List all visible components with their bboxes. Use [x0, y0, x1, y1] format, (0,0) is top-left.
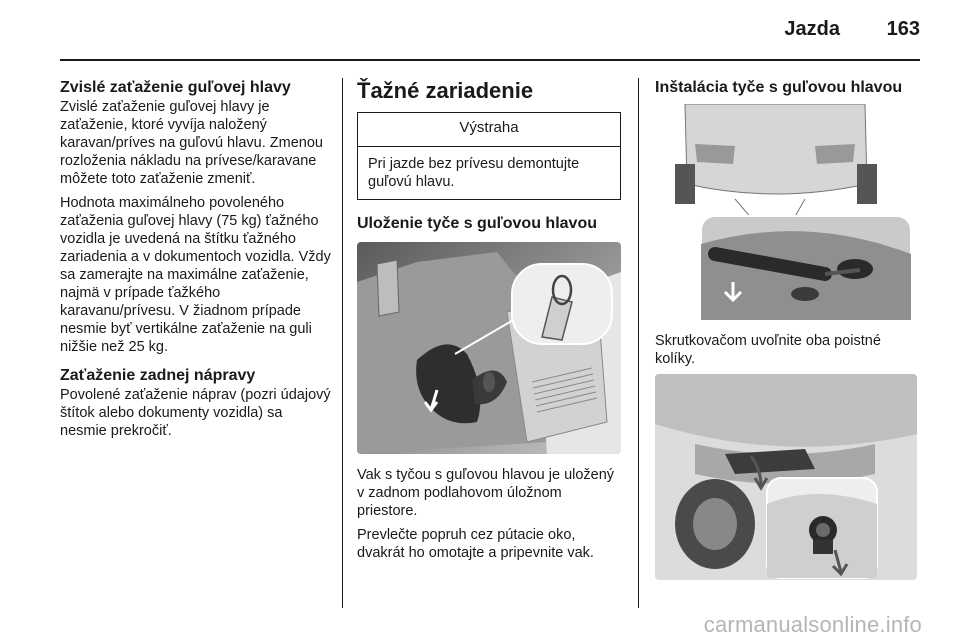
paragraph-vertical-load-max: Hodnota maximálneho povoleného zaťaženia guľovej hlavy (75 kg) ťažného vozidla je uvedená na štítku ťažného zariadenia a v dokumentoch vozidla. Vždy sa zamerajte na maximálne zaťaženie, najmä v prípade ťažkého karavanu/prívesu. V žiadnom prípade nesmie byť vertikálne zaťaženie na guli nižšie než 25 kg.: [60, 195, 331, 355]
figure-pin-removal: [655, 374, 917, 580]
figure-unlock-pins: [675, 104, 915, 322]
heading-vertical-load: Zvislé zaťaženie guľovej hlavy: [60, 79, 291, 96]
warning-label: Výstraha: [358, 113, 620, 147]
heading-installation: Inštalácia tyče s guľovou hlavou: [655, 79, 903, 96]
section-heading-towbar: Ťažné zariadenie: [357, 78, 534, 103]
paragraph-rear-axle-load: Povolené zaťaženie náprav (pozri údajový štítok alebo dokumenty vozidla) sa nesmie prekročiť.: [60, 387, 331, 439]
column-divider-2: [638, 78, 639, 608]
page-number: 163: [886, 18, 920, 40]
paragraph-strap-instructions: Prevlečte popruh cez pútacie oko, dvakrát ho omotajte a pripevnite vak.: [357, 527, 594, 561]
column-divider-1: [342, 78, 343, 608]
heading-storage: Uloženie tyče s guľovou hlavou: [357, 215, 597, 232]
figure-bag-storage: [357, 242, 621, 454]
warning-text: Pri jazde bez prívesu demontujte guľovú hlavu.: [368, 156, 580, 190]
column-left: [60, 78, 332, 446]
column-right: [655, 78, 921, 580]
watermark: carmanualsonline.info: [703, 612, 922, 637]
header-divider: [60, 59, 920, 61]
paragraph-vertical-load-def: Zvislé zaťaženie guľovej hlavy je zaťaženie, ktoré vyvíja naložený karavan/príves na guľovú hlavu. Zmenou rozloženia nákladu na prívese/karavane môžete toto zaťaženie zmeniť.: [60, 99, 323, 187]
section-title: Jazda: [784, 18, 840, 40]
paragraph-unlock-pins: Skrutkovačom uvoľnite oba poistné kolíky.: [655, 333, 881, 367]
warning-box: [357, 112, 621, 200]
column-middle: [357, 78, 623, 568]
page-header: [0, 0, 960, 60]
heading-rear-axle-load: Zaťaženie zadnej nápravy: [60, 367, 256, 384]
paragraph-bag-location: Vak s tyčou s guľovou hlavou je uložený v zadnom podlahovom úložnom priestore.: [357, 467, 615, 519]
